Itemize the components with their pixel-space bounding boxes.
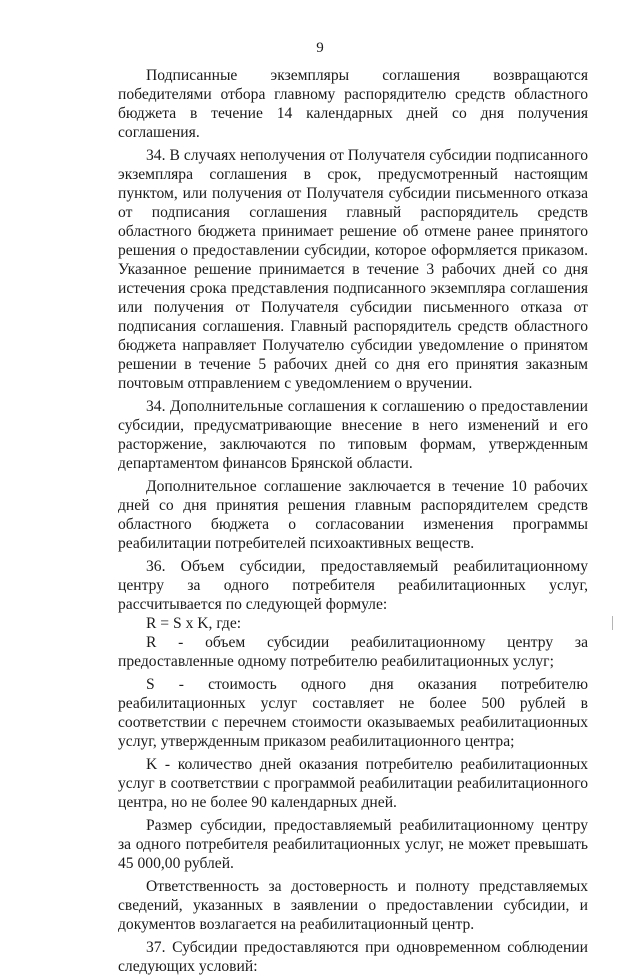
paragraph-responsibility: Ответственность за достоверность и полноту представляемых сведений, указанных в заявлении о предоставлении субсидии, и документов возлагается на реабилитационный центр. (118, 878, 588, 933)
page-number: 9 (316, 40, 324, 56)
formula-k-definition: K - количество дней оказания потребителю реабилитационных услуг в соответствии с программой реабилитации реабилитационного центра, но не более 90 календарных дней. (118, 756, 588, 811)
margin-scan-mark (612, 616, 613, 630)
paragraph-subsidy-limit: Размер субсидии, предоставляемый реабилитационному центру за одного потребителя реабилитационных услуг, не может превышать 45 000,00 рублей. (118, 817, 588, 872)
paragraph-signed-copies: Подписанные экземпляры соглашения возвращаются победителями отбора главному распорядителю средств областного бюджета в течение 14 календарных дней со дня получения соглашения. (118, 67, 588, 141)
paragraph-36-subsidy-volume: 36. Объем субсидии, предоставляемый реабилитационному центру за одного потребителя реабилитационных услуг, рассчитывается по следующей формуле: (118, 558, 588, 613)
paragraph-37-conditions: 37. Субсидии предоставляются при одновременном соблюдении следующих условий: (118, 939, 588, 975)
paragraph-34-non-receipt: 34. В случаях неполучения от Получателя субсидии подписанного экземпляра соглашения в срок, предусмотренный настоящим пунктом, или получения от Получателя субсидии письменного отказа от подписания соглашения главный распорядитель средств областного бюджета принимает решение об отмене ранее принятого решения о предоставлении субсидии, которое оформляется приказом. Указанное решение принимается в течение 3 рабочих дней со дня истечения срока представления подписанного экземпляра соглашения или получения от Получателя субсидии письменного отказа от подписания соглашения. Главный распорядитель средств областного бюджета направляет Получателю субсидии уведомление о принятом решении в течение 5 рабочих дней со дня его принятия заказным почтовым отправлением с уведомлением о вручении. (118, 147, 588, 392)
formula: R = S х K, где: (146, 615, 242, 632)
document-body (118, 66, 588, 976)
paragraph-additional-agreement-term: Дополнительное соглашение заключается в течение 10 рабочих дней со дня принятия решения главным распорядителем средств областного бюджета о согласовании изменения программы реабилитации потребителей психоактивных веществ. (118, 478, 588, 552)
formula-r-definition: R - объем субсидии реабилитационному центру за предоставленные одному потребителю реабилитационных услуг; (118, 634, 588, 670)
formula-s-definition: S - стоимость одного дня оказания потребителю реабилитационных услуг составляет не более 500 рублей в соответствии с перечнем стоимости оказываемых реабилитационных услуг, утвержденным приказом реабилитационного центра; (118, 676, 588, 750)
paragraph-34-additional-agreements: 34. Дополнительные соглашения к соглашению о предоставлении субсидии, предусматривающие внесение в него изменений и его расторжение, заключаются по типовым формам, утвержденным департаментом финансов Брянской области. (118, 398, 588, 472)
